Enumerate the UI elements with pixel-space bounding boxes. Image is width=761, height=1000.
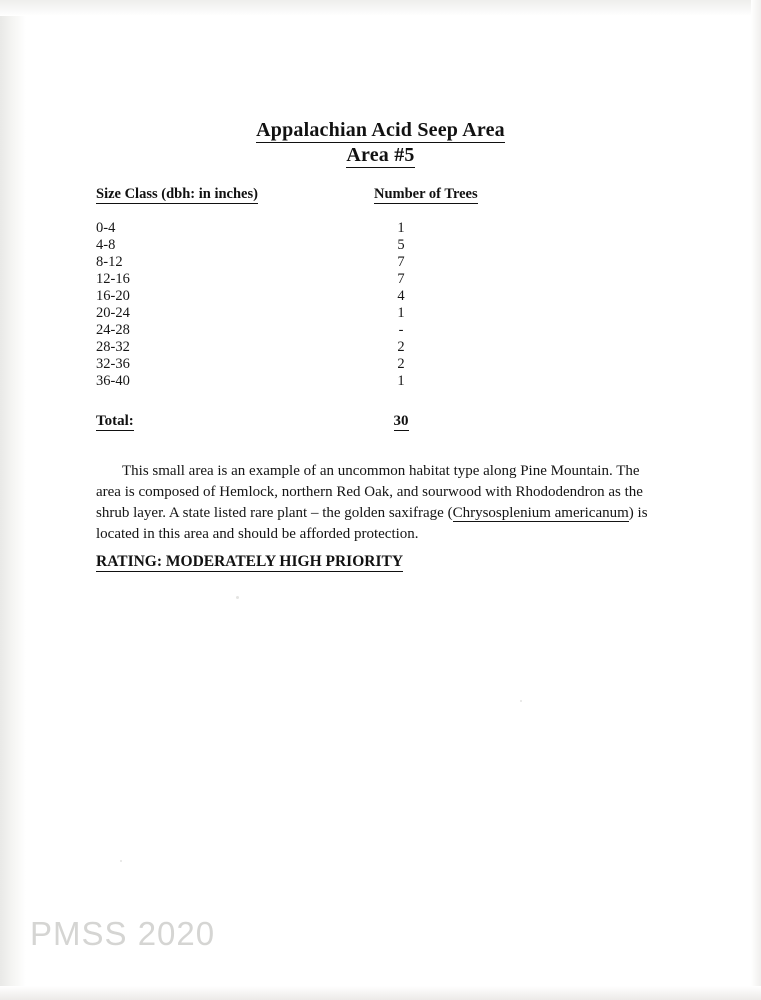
table-cell-count: 2 xyxy=(397,339,405,355)
paragraph-part-one: This small area is an example of an uncommon habitat type along Pine Mountain. The area is composed of Hemlock, northern Red Oak, and sourwood with Rhododendron as the shrub layer. A state listed rare plant – the golden saxifrage ( xyxy=(96,463,643,521)
table-row xyxy=(96,220,516,237)
table-row xyxy=(96,373,516,390)
table-row xyxy=(96,271,516,288)
table-cell-count: 2 xyxy=(397,356,405,372)
table-row xyxy=(96,356,516,373)
table-cell-count: 5 xyxy=(397,237,405,253)
table-cell-size-class: 32-36 xyxy=(96,356,130,372)
table-row xyxy=(96,322,516,339)
column-header-size-class-text: Size Class (dbh: in inches) xyxy=(96,186,258,202)
title-line-primary xyxy=(0,118,761,143)
tree-size-table xyxy=(96,220,516,390)
table-row xyxy=(96,288,516,305)
rating-text: RATING: MODERATELY HIGH PRIORITY xyxy=(96,553,404,570)
table-cell-size-class: 20-24 xyxy=(96,305,130,321)
table-cell-size-class: 28-32 xyxy=(96,339,130,355)
species-name: Chrysosplenium americanum xyxy=(452,505,629,521)
table-row xyxy=(96,339,516,356)
table-cell-size-class: 24-28 xyxy=(96,322,130,338)
watermark: PMSS 2020 xyxy=(30,915,216,952)
table-cell-size-class: 16-20 xyxy=(96,288,130,304)
table-cell-count: 1 xyxy=(397,220,405,236)
total-value-text: 30 xyxy=(393,413,409,429)
table-cell-count: 4 xyxy=(397,288,405,304)
rating-line xyxy=(96,553,403,571)
table-cell-size-class: 8-12 xyxy=(96,254,123,270)
title-line-secondary xyxy=(0,143,761,168)
description-paragraph xyxy=(96,461,656,545)
table-cell-size-class: 36-40 xyxy=(96,373,130,389)
total-label-text: Total: xyxy=(96,413,134,429)
total-value xyxy=(388,413,414,430)
table-cell-count: - xyxy=(398,322,404,338)
table-cell-size-class: 4-8 xyxy=(96,237,116,253)
column-header-number-of-trees xyxy=(374,186,478,203)
table-row xyxy=(96,254,516,271)
table-row xyxy=(96,305,516,322)
title-line-primary-text: Appalachian Acid Seep Area xyxy=(256,119,505,141)
total-label xyxy=(96,413,134,430)
table-total-row xyxy=(96,413,516,433)
table-row xyxy=(96,237,516,254)
column-header-number-of-trees-text: Number of Trees xyxy=(374,186,478,202)
title-line-secondary-text: Area #5 xyxy=(346,144,415,166)
table-cell-count: 7 xyxy=(397,271,405,287)
table-cell-size-class: 0-4 xyxy=(96,220,116,236)
table-cell-count: 1 xyxy=(397,373,405,389)
table-cell-count: 1 xyxy=(397,305,405,321)
paragraph-part-two: ) is located in this area and should be afforded protection. xyxy=(96,505,648,542)
column-header-size-class xyxy=(96,186,258,203)
table-cell-size-class: 12-16 xyxy=(96,271,130,287)
table-cell-count: 7 xyxy=(397,254,405,270)
document-title xyxy=(0,118,761,168)
